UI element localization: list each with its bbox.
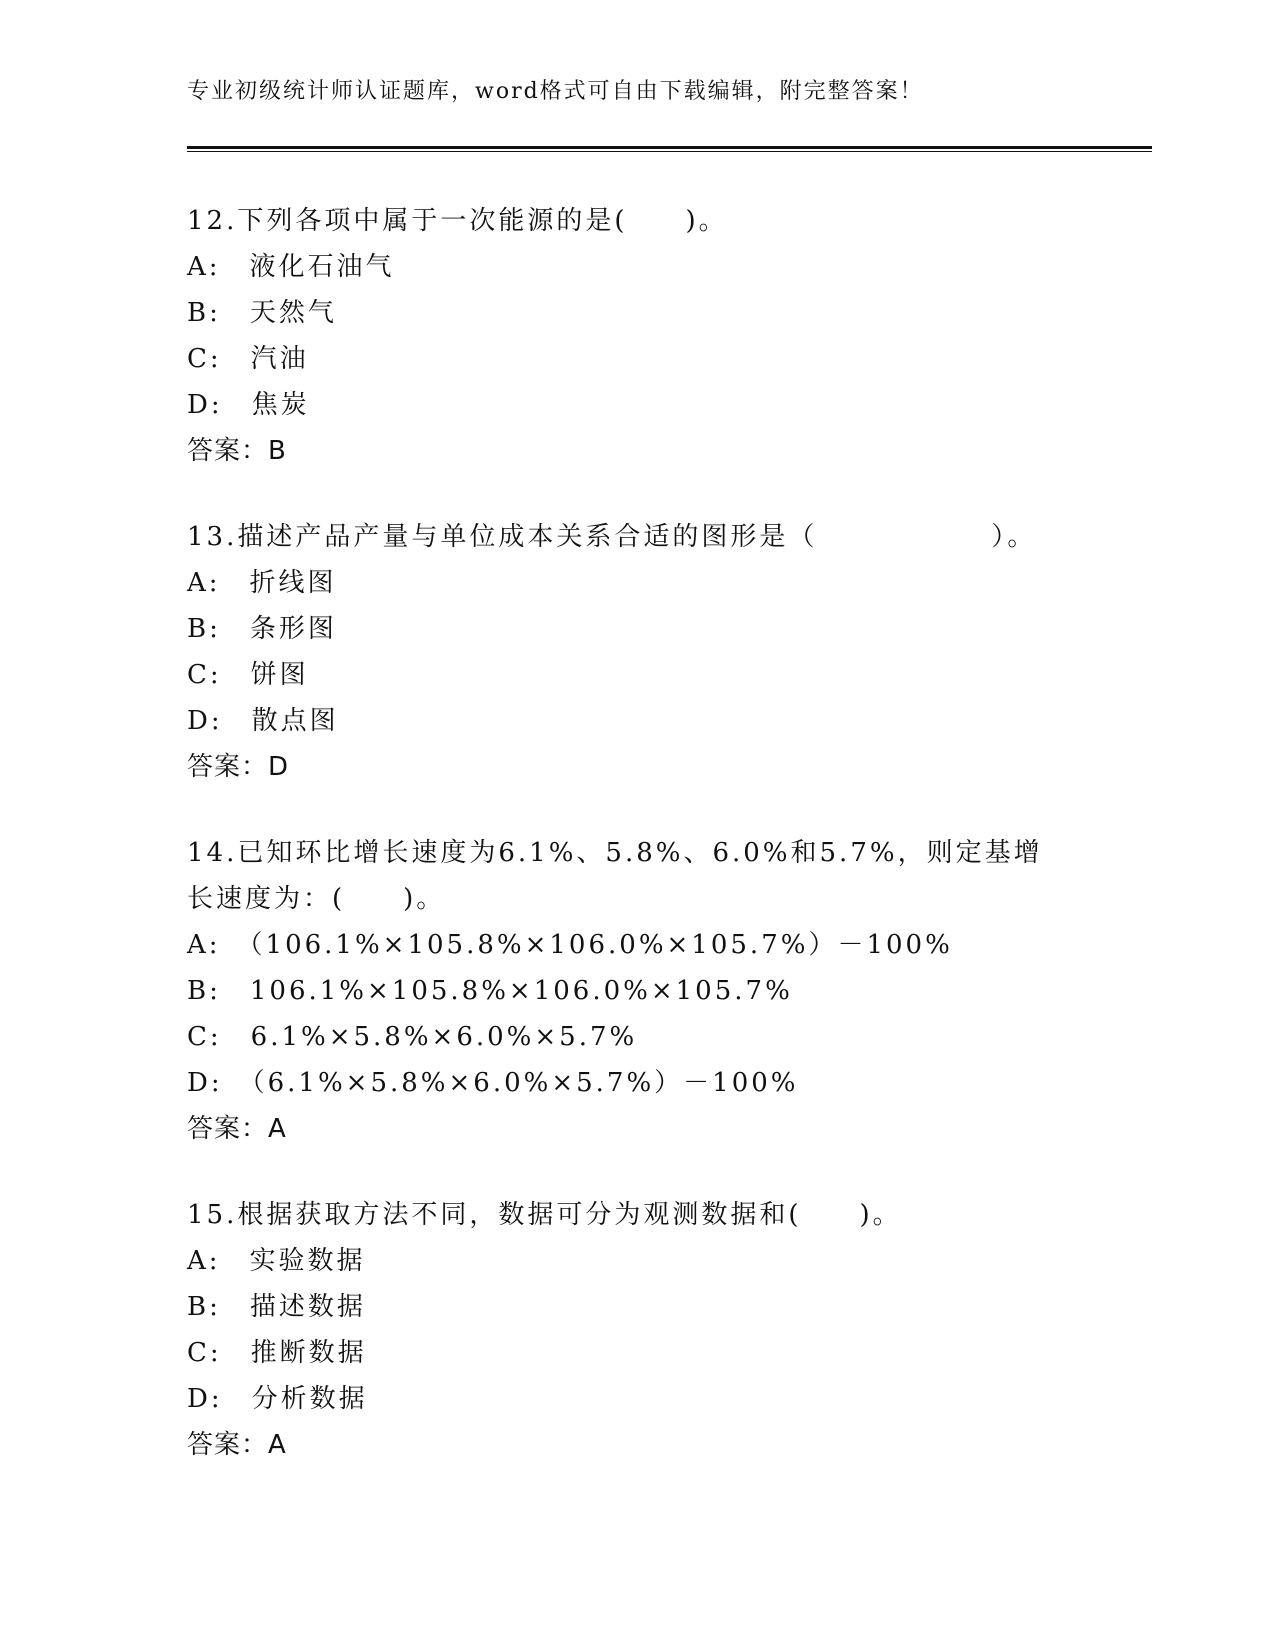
question-12 [187, 198, 1087, 474]
question-13 [187, 514, 1087, 790]
option-d: D: 散点图 [187, 706, 339, 736]
answer-label: 答案：B [187, 436, 287, 466]
question-15 [187, 1192, 1087, 1468]
header-rule-thin [187, 151, 1152, 152]
page-header: 专业初级统计师认证题库，word格式可自由下载编辑，附完整答案！ [187, 79, 924, 104]
option-b: B: 描述数据 [187, 1292, 366, 1322]
option-a: A: 实验数据 [187, 1246, 366, 1276]
option-a: A: （106.1%×105.8%×106.0%×105.7%）－100% [187, 930, 953, 960]
option-d: D: 焦炭 [187, 390, 310, 420]
option-d: D: 分析数据 [187, 1384, 368, 1414]
option-c: C: 6.1%×5.8%×6.0%×5.7% [187, 1022, 638, 1052]
option-d: D: （6.1%×5.8%×6.0%×5.7%）－100% [187, 1068, 799, 1098]
answer-label: 答案：A [187, 1430, 287, 1460]
question-14 [187, 830, 1057, 1152]
option-b: B: 天然气 [187, 298, 337, 328]
option-a: A: 折线图 [187, 568, 337, 598]
answer-label: 答案：A [187, 1114, 287, 1144]
option-c: C: 饼图 [187, 660, 309, 690]
option-b: B: 106.1%×105.8%×106.0%×105.7% [187, 976, 793, 1006]
header-rule-thick [187, 146, 1152, 149]
question-stem: 12.下列各项中属于一次能源的是( )。 [187, 206, 728, 236]
answer-label: 答案：D [187, 752, 290, 782]
question-stem: 15.根据获取方法不同，数据可分为观测数据和( )。 [187, 1200, 902, 1230]
option-c: C: 汽油 [187, 344, 309, 374]
question-stem: 13.描述产品产量与单位成本关系合适的图形是（ ）。 [187, 522, 1037, 552]
option-c: C: 推断数据 [187, 1338, 367, 1368]
option-b: B: 条形图 [187, 614, 337, 644]
option-a: A: 液化石油气 [187, 252, 395, 282]
question-stem: 14.已知环比增长速度为6.1%、5.8%、6.0%和5.7%，则定基增长速度为：( )。 [187, 838, 1043, 914]
